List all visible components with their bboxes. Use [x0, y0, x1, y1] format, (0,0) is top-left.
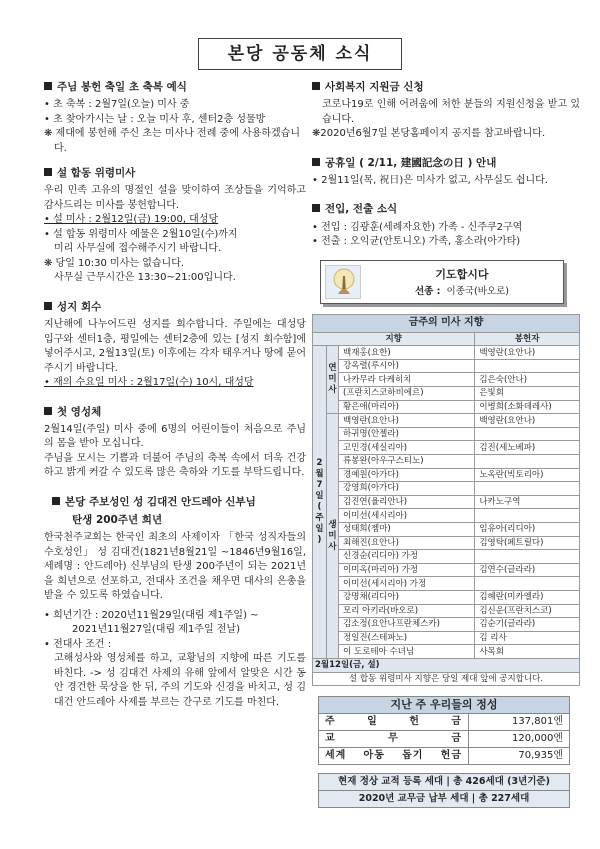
- square-bullet-icon: [312, 82, 320, 90]
- section-heading: 성지 회수: [57, 300, 102, 313]
- table-row: [313, 604, 580, 618]
- section-jubilee: [44, 495, 306, 710]
- square-bullet-icon: [44, 168, 52, 176]
- section-heading: 설 합동 위령미사: [57, 167, 136, 180]
- square-bullet-icon: [52, 497, 60, 505]
- prayer-label: 선종 :: [415, 285, 441, 297]
- section-note: ❋2020년6월7일 본당홈페이지 공지를 참고바랍니다.: [312, 128, 546, 140]
- intention-cell: 하귀명(안젤라): [339, 427, 475, 441]
- date-cell: 2 월 7 일 ( 주 일 ): [313, 346, 327, 659]
- offering-value: 70,935엔: [469, 748, 570, 765]
- intention-cell: 강영희(아가다): [339, 482, 475, 496]
- offering-value: 137,801엔: [469, 714, 570, 731]
- feb12-row: 2월12일(금, 설): [313, 658, 580, 672]
- intention-cell: 모리 아키라(바오로): [339, 604, 475, 618]
- page-title: 본당 공동체 소식: [198, 38, 402, 70]
- left-column: [44, 80, 306, 720]
- mass-table-body: [313, 346, 580, 659]
- table-row: [313, 509, 580, 523]
- list-item: • 2월11일(목, 祝日)은 미사가 없고, 사무실도 쉽니다.: [312, 174, 548, 186]
- list-item: 2021년11월27일(대림 제1주일 전날): [72, 624, 241, 636]
- prayer-name: 이종국(바오로): [446, 285, 509, 297]
- section-heading-2: 탄생 200주년 희년: [72, 514, 163, 527]
- table-row: [313, 577, 580, 591]
- table-row: [313, 590, 580, 604]
- table-row: [313, 550, 580, 564]
- intention-cell: 이미옥(마리아) 가정: [339, 563, 475, 577]
- list-item: • 희년기간 : 2020년11월29일(대림 제1주일) ~: [44, 609, 259, 621]
- right-column: [312, 80, 580, 808]
- mass-intention-table: [312, 314, 580, 686]
- square-bullet-icon: [312, 204, 320, 212]
- square-bullet-icon: [312, 158, 320, 166]
- column-header: 지향: [313, 332, 475, 346]
- table-row: [313, 346, 580, 360]
- offerer-cell: 김신운(프란치스코): [475, 604, 580, 618]
- intention-cell: 이미선(세시리아) 가정: [339, 577, 475, 591]
- list-item: • 전입 : 김광훈(세례자요한) 가족 - 신주쿠2구역: [312, 221, 523, 233]
- list-item: • 재의 수요일 미사 : 2월17일(수) 10시, 대성당: [44, 377, 254, 389]
- offerer-cell: 김혜란(미카엘라): [475, 590, 580, 604]
- intention-cell: (프란치스코하비에르): [339, 387, 475, 401]
- section-first-communion: [44, 405, 306, 481]
- offering-table: [318, 696, 570, 765]
- intention-cell: 강옥렬(루시아): [339, 359, 475, 373]
- living-mass-label: 생 미 사: [327, 414, 339, 659]
- intention-cell: 신경순(리디아) 가정: [339, 550, 475, 564]
- list-item: 사무실 근무시간은 13:30~21:00입니다.: [54, 272, 236, 284]
- intention-cell: 류봉완(아우구스티노): [339, 455, 475, 469]
- section-text: 2월14일(주일) 미사 중에 6명의 어린이들이 처음으로 주님의 몸을 받아 모십니다.: [44, 423, 306, 450]
- table-row: [313, 387, 580, 401]
- section-text: 코로나19로 인해 어려움에 처한 분들의 지원신청을 받고 있습니다.: [322, 99, 580, 125]
- table-row: [313, 441, 580, 455]
- offerer-cell: [475, 577, 580, 591]
- intention-cell: 이 도로테아 수녀님: [339, 645, 475, 659]
- table-row: [313, 468, 580, 482]
- intention-cell: 백재홍(요한): [339, 346, 475, 360]
- table-row: [313, 645, 580, 659]
- section-welfare-fund: [312, 80, 580, 142]
- offering-label: 주 일 헌 금: [319, 714, 469, 731]
- memorial-mass-label: 연 미 사: [327, 346, 339, 414]
- offering-label: 세계 아동 돕기 헌금: [319, 748, 469, 765]
- intention-cell: 최해진(요안나): [339, 536, 475, 550]
- list-item: ❋ 당일 10:30 미사는 없습니다.: [44, 257, 185, 269]
- feb12-note: 설 합동 위령미사 지향은 당일 제대 앞에 공지합니다.: [313, 672, 580, 686]
- table-row: [313, 522, 580, 536]
- offering-title: 지난 주 우리들의 정성: [319, 697, 570, 714]
- column-header: 봉헌자: [475, 332, 580, 346]
- section-text: 우리 민족 고유의 명절인 설을 맞이하여 조상들을 기억하고 감사드리는 미사를 봉헌합니다.: [44, 185, 306, 211]
- section-heading: 주님 봉헌 축일 초 축복 예식: [57, 81, 187, 93]
- section-palm-collection: [44, 300, 306, 391]
- section-text: 지난해에 나누어드린 성지를 회수합니다. 주일에는 대성당 입구와 센터1층, 평일에는 센터2층에 있는 [성지 회수함]에 넣어주시고, 2월13일(토) 이후에는 각자 태우거나 땅에 묻어주시기 바랍니다.: [44, 319, 306, 374]
- table-row: [313, 359, 580, 373]
- intention-cell: 나카무라 다케히치: [339, 373, 475, 387]
- offerer-cell: 백영란(요안나): [475, 346, 580, 360]
- list-item: • 설 미사 : 2월12일(금) 19:00, 대성당: [44, 214, 219, 226]
- offerer-cell: [475, 482, 580, 496]
- section-text: 주님을 모시는 기쁨과 더불어 주님의 축복 속에서 더욱 건강하고 밝게 커갈 수 있도록 많은 축하와 기도를 부탁드립니다.: [44, 452, 306, 479]
- table-row: [313, 373, 580, 387]
- offering-label: 교 무 금: [319, 731, 469, 748]
- offerer-cell: 김은숙(안나): [475, 373, 580, 387]
- section-heading: 사회복지 지원금 신청: [325, 81, 424, 93]
- square-bullet-icon: [44, 82, 52, 90]
- offerer-cell: 사목회: [475, 645, 580, 659]
- list-item: • 초 축복 : 2월7일(오늘) 미사 중: [44, 99, 190, 111]
- section-lunar-new-year-mass: [44, 166, 306, 286]
- table-row: [313, 455, 580, 469]
- intention-cell: 성태희(젬마): [339, 522, 475, 536]
- table-row: [313, 495, 580, 509]
- offerer-cell: 김진(세노베파): [475, 441, 580, 455]
- offering-value: 120,000엔: [469, 731, 570, 748]
- section-holiday: [312, 156, 580, 189]
- table-row: [313, 563, 580, 577]
- offerer-cell: [475, 455, 580, 469]
- offerer-cell: 나카노구역: [475, 495, 580, 509]
- section-heading: 첫 영성체: [57, 405, 102, 418]
- list-item: 미리 사무실에 접수해주시기 바랍니다.: [54, 243, 222, 255]
- praying-hands-icon: [325, 265, 361, 299]
- section-candle-blessing: [44, 80, 306, 156]
- table-row: [313, 482, 580, 496]
- section-transfers: [312, 202, 580, 249]
- section-heading: 전입, 전출 소식: [325, 203, 398, 216]
- section-text: 고해성사와 영성체를 하고, 교황님의 지향에 따른 기도를 바친다. -> 성 김대건 사제의 유해 앞에서 알맞은 시간 동안 경건한 묵상을 한 뒤, 주의 기도와 신경을 바치고, 성 김대건 안드레아 사제를 부르는 간구로 기도를 마친다.: [54, 653, 306, 708]
- intention-cell: 김소정(요안나프란체스카): [339, 618, 475, 632]
- list-item: • 전대사 조건 :: [44, 638, 112, 650]
- intention-cell: 경예원(아가다): [339, 468, 475, 482]
- offerer-cell: 이병희(소화데레사): [475, 400, 580, 414]
- intention-cell: 백영란(요안나): [339, 414, 475, 428]
- prayer-box: [320, 260, 564, 304]
- registry-table: [318, 773, 570, 808]
- square-bullet-icon: [44, 302, 52, 310]
- table-row: [319, 748, 570, 765]
- offerer-cell: [475, 550, 580, 564]
- offerer-cell: 김영탁(페트릴다): [475, 536, 580, 550]
- table-row: [313, 536, 580, 550]
- table-row: [313, 427, 580, 441]
- offerer-cell: [475, 359, 580, 373]
- table-row: [319, 714, 570, 731]
- square-bullet-icon: [44, 407, 52, 415]
- offerer-cell: 김 리사: [475, 631, 580, 645]
- table-row: [313, 400, 580, 414]
- offerer-cell: 노옥란(빅토리아): [475, 468, 580, 482]
- section-heading: 본당 주보성인 성 김대건 안드레아 신부님: [65, 495, 256, 508]
- table-row: [313, 618, 580, 632]
- intention-cell: 정일진(스테파노): [339, 631, 475, 645]
- section-heading: 공휴일 ( 2/11, 建國記念の日 ) 안내: [325, 156, 497, 169]
- section-text: 한국천주교회는 한국인 최초의 사제이자 「한국 성직자들의 수호성인」 성 김대건(1821년8월21일 ~1846년9월16일, 세례명 : 안드레아) 신부님의 탄생 200주년이 되는 2021년을 희년으로 선포하고, 전대사 조건을 채우면 대사의 은총을 받을 수 있도록 하였습니다.: [44, 532, 306, 602]
- table-row: [313, 631, 580, 645]
- offerer-cell: 임유아(리디아): [475, 522, 580, 536]
- prayer-title: 기도합시다: [435, 267, 489, 281]
- intention-cell: 이미선(세시리아): [339, 509, 475, 523]
- offerer-cell: [475, 509, 580, 523]
- offerer-cell: 백영란(요안나): [475, 414, 580, 428]
- intention-cell: 고민경(세실리아): [339, 441, 475, 455]
- table-row: [319, 731, 570, 748]
- list-item: • 설 합동 위령미사 예물은 2월10일(수)까지: [44, 228, 238, 240]
- registry-line: 현재 정상 교적 등록 세대 | 총 426세대 (3년기준): [319, 774, 570, 791]
- intention-cell: 강명채(리디아): [339, 590, 475, 604]
- list-item: • 초 찾아가시는 날 : 오늘 미사 후, 센터2층 성물방: [44, 113, 266, 125]
- list-item: • 전출 : 오익균(안토니오) 가족, 홍소라(아가타): [312, 236, 521, 248]
- registry-line: 2020년 교무금 납부 세대 | 총 227세대: [319, 791, 570, 808]
- offerer-cell: 김순기(글라라): [475, 618, 580, 632]
- offerer-cell: 은빛회: [475, 387, 580, 401]
- offerer-cell: 김연수(글라라): [475, 563, 580, 577]
- table-title: 금주의 미사 지향: [313, 314, 580, 332]
- list-item: ❋ 제대에 봉헌해 주신 초는 미사나 전례 중에 사용하겠습니다.: [44, 128, 300, 154]
- offerer-cell: [475, 427, 580, 441]
- intention-cell: 김진연(율리안나): [339, 495, 475, 509]
- table-row: [313, 414, 580, 428]
- intention-cell: 황은애(마리아): [339, 400, 475, 414]
